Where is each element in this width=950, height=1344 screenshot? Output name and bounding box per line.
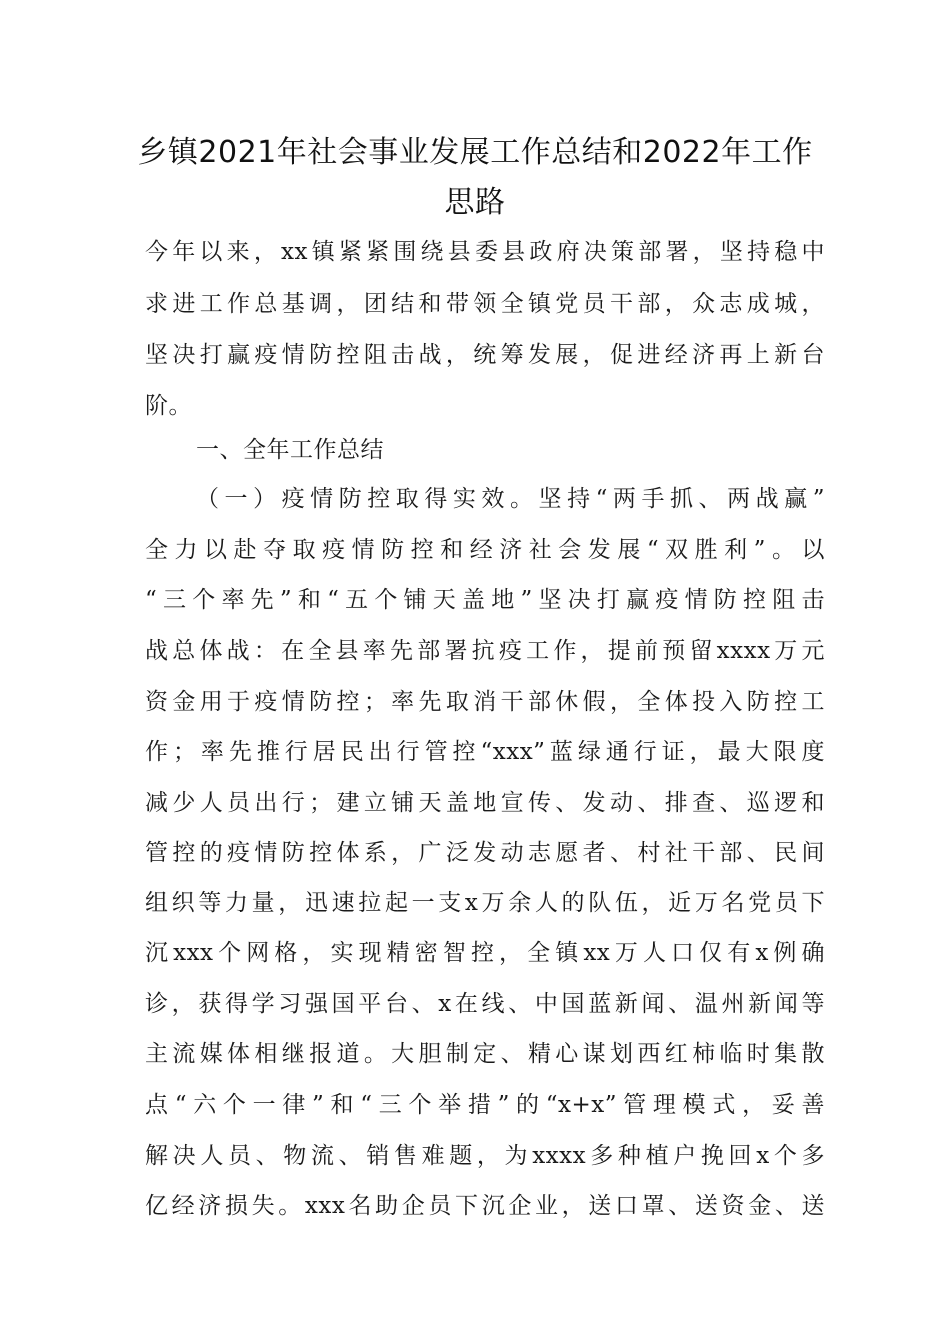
body-line: 点“六个一律”和“三个举措”的“x+x”管理模式，妥善 — [145, 1092, 825, 1118]
body-line: 今年以来，xx镇紧紧围绕县委县政府决策部署，坚持稳中 — [145, 239, 825, 265]
document-title-line-2: 思路 — [444, 185, 506, 220]
body-line: 减少人员出行；建立铺天盖地宣传、发动、排查、巡逻和 — [145, 790, 825, 816]
body-line: 组织等力量，迅速拉起一支x万余人的队伍，近万名党员下 — [145, 890, 825, 916]
body-line: 主流媒体相继报道。大胆制定、精心谋划西红柿临时集散 — [145, 1041, 825, 1067]
body-line: 求进工作总基调，团结和带领全镇党员干部，众志成城， — [145, 291, 825, 317]
body-line: 亿经济损失。xxx名助企员下沉企业，送口罩、送资金、送 — [145, 1193, 825, 1219]
section-heading: 一、全年工作总结 — [196, 437, 384, 463]
body-line: （一）疫情防控取得实效。坚持“两手抓、两战赢” — [196, 486, 825, 512]
body-line: 作；率先推行居民出行管控“xxx”蓝绿通行证，最大限度 — [145, 739, 825, 765]
body-line: 全力以赴夺取疫情防控和经济社会发展“双胜利”。以 — [145, 537, 825, 563]
body-line: 战总体战：在全县率先部署抗疫工作，提前预留xxxx万元 — [145, 638, 825, 664]
body-line: 解决人员、物流、销售难题，为xxxx多种植户挽回x个多 — [145, 1143, 825, 1169]
body-line: “三个率先”和“五个铺天盖地”坚决打赢疫情防控阻击 — [145, 587, 825, 613]
body-line: 沉xxx个网格，实现精密智控，全镇xx万人口仅有x例确 — [145, 940, 825, 966]
body-line: 阶。 — [145, 393, 192, 419]
document-title-line-1: 乡镇2021年社会事业发展工作总结和2022年工作 — [137, 135, 813, 170]
body-line: 诊，获得学习强国平台、x在线、中国蓝新闻、温州新闻等 — [145, 991, 825, 1017]
body-line: 坚决打赢疫情防控阻击战，统筹发展，促进经济再上新台 — [145, 342, 825, 368]
body-line: 资金用于疫情防控；率先取消干部休假，全体投入防控工 — [145, 689, 825, 715]
body-line: 管控的疫情防控体系，广泛发动志愿者、村社干部、民间 — [145, 840, 825, 866]
